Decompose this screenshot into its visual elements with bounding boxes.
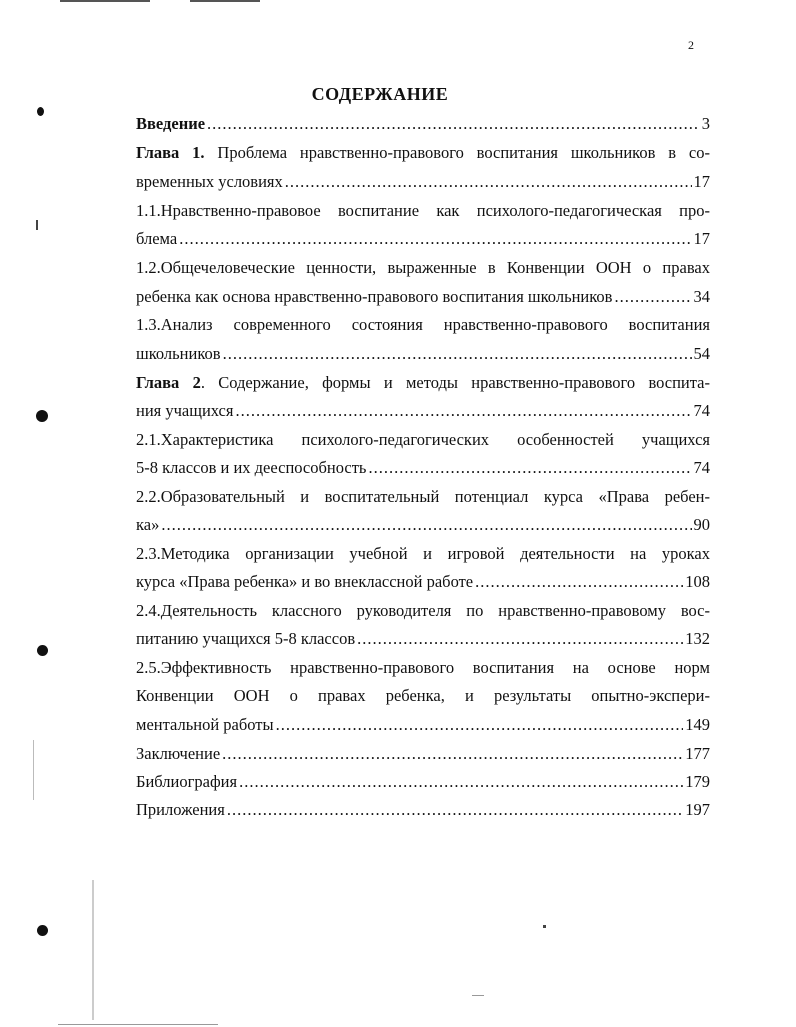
toc-entry-section-2-2-line-1: 2.2.Образовательный и воспитательный потенциал курса «Права ребен- — [136, 487, 710, 506]
leader-dots — [614, 287, 691, 307]
toc-entry-chapter-1-line-2 — [136, 172, 710, 192]
scan-edge-mark — [190, 0, 260, 2]
toc-title: СОДЕРЖАНИЕ — [311, 84, 449, 104]
toc-page-number: 132 — [685, 629, 710, 648]
toc-page-number: 17 — [693, 172, 710, 191]
leader-dots — [227, 800, 683, 820]
toc-entry-section-1-2-line-2 — [136, 287, 710, 307]
toc-entry-conclusion — [136, 744, 710, 764]
leader-dots — [276, 715, 684, 735]
scan-speck — [472, 995, 484, 996]
toc-entry-bibliography — [136, 772, 710, 792]
page-number: 2 — [688, 38, 694, 52]
toc-page-number: 197 — [685, 800, 710, 819]
leader-dots — [207, 114, 700, 134]
scan-speck — [36, 220, 38, 230]
binder-hole-mark — [37, 645, 48, 656]
scan-speck — [92, 880, 94, 1020]
leader-dots — [357, 629, 683, 649]
toc-page-number: 3 — [701, 114, 710, 133]
toc-entry-text: ния учащихся — [136, 401, 234, 420]
scan-edge-mark — [60, 0, 150, 2]
toc-page-number: 179 — [685, 772, 710, 791]
scan-edge-mark — [58, 1024, 218, 1025]
toc-entry-text: ребенка как основа нравственно-правового воспитания школьников — [136, 287, 613, 306]
toc-entry-section-2-1-line-2 — [136, 458, 710, 478]
toc-page-number: 108 — [685, 572, 710, 591]
toc-entry-section-1-3-line-1: 1.3.Анализ современного состояния нравственно-правового воспитания — [136, 315, 710, 334]
toc-page-number: 149 — [685, 715, 710, 734]
toc-entry-section-2-3-line-1: 2.3.Методика организации учебной и игровой деятельности на уроках — [136, 544, 710, 563]
toc-entry-text: временных условиях — [136, 172, 283, 191]
toc-entry-text: Проблема нравственно-правового воспитания школьников в со- — [217, 143, 710, 162]
leader-dots — [239, 772, 683, 792]
toc-entry-section-1-2-line-1: 1.2.Общечеловеческие ценности, выраженные в Конвенции ООН о правах — [136, 258, 710, 277]
toc-entry-section-1-1-line-1: 1.1.Нравственно-правовое воспитание как психолого-педагогическая про- — [136, 201, 710, 220]
leader-dots — [161, 515, 691, 535]
toc-entry-text: 5-8 классов и их дееспособность — [136, 458, 367, 477]
binder-hole-mark — [37, 107, 44, 116]
toc-entry-section-2-2-line-2 — [136, 515, 710, 535]
toc-entry-text: питанию учащихся 5-8 классов — [136, 629, 356, 648]
toc-entry-section-2-5-line-1: 2.5.Эффективность нравственно-правового воспитания на основе норм — [136, 658, 710, 677]
binder-hole-mark — [36, 410, 48, 422]
toc-page-number: 74 — [693, 458, 710, 477]
toc-entry-label: Введение — [136, 114, 206, 133]
toc-entry-introduction — [136, 114, 710, 134]
toc-entry-text: курса «Права ребенка» и во внеклассной работе — [136, 572, 474, 591]
toc-page-number: 74 — [693, 401, 710, 420]
toc-entry-text: . Содержание, формы и методы нравственно-правового воспита- — [200, 373, 710, 392]
toc-page-number: 54 — [693, 344, 710, 363]
toc-entry-section-2-4-line-1: 2.4.Деятельность классного руководителя по нравственно-правовому вос- — [136, 601, 710, 620]
toc-entry-text: блема — [136, 229, 178, 248]
toc-entry-label: Приложения — [136, 800, 225, 819]
toc-page-number: 177 — [685, 744, 710, 763]
leader-dots — [235, 401, 691, 421]
toc-entry-section-2-4-line-2 — [136, 629, 710, 649]
toc-entry-chapter-1-line-1 — [136, 143, 710, 163]
leader-dots — [368, 458, 691, 478]
toc-entry-section-2-1-line-1: 2.1.Характеристика психолого-педагогических особенностей учащихся — [136, 430, 710, 449]
toc-entry-text: школьников — [136, 344, 221, 363]
leader-dots — [222, 744, 683, 764]
toc-entry-label: Библиография — [136, 772, 238, 791]
scan-speck — [33, 740, 34, 800]
toc-entry-appendix — [136, 800, 710, 820]
toc-entry-chapter-2-line-1 — [136, 373, 710, 393]
leader-dots — [179, 229, 691, 249]
chapter-prefix: Глава 2 — [136, 373, 201, 392]
scan-speck — [543, 925, 546, 928]
toc-entry-section-1-1-line-2 — [136, 229, 710, 249]
toc-entry-label: Заключение — [136, 744, 221, 763]
toc-entry-section-2-3-line-2 — [136, 572, 710, 592]
toc-entry-section-1-3-line-2 — [136, 344, 710, 364]
toc-entry-text: ка» — [136, 515, 160, 534]
toc-entry-chapter-2-line-2 — [136, 401, 710, 421]
toc-entry-text: ментальной работы — [136, 715, 274, 734]
toc-entry-section-2-5-line-3 — [136, 715, 710, 735]
binder-hole-mark — [37, 925, 48, 936]
chapter-prefix: Глава 1. — [136, 143, 205, 162]
toc-page-number: 34 — [693, 287, 710, 306]
toc-page-number: 90 — [693, 515, 710, 534]
leader-dots — [475, 572, 683, 592]
toc-page-number: 17 — [693, 229, 710, 248]
toc-entry-section-2-5-line-2: Конвенции ООН о правах ребенка, и результаты опытно-экспери- — [136, 686, 710, 705]
leader-dots — [223, 344, 692, 364]
leader-dots — [285, 172, 692, 192]
